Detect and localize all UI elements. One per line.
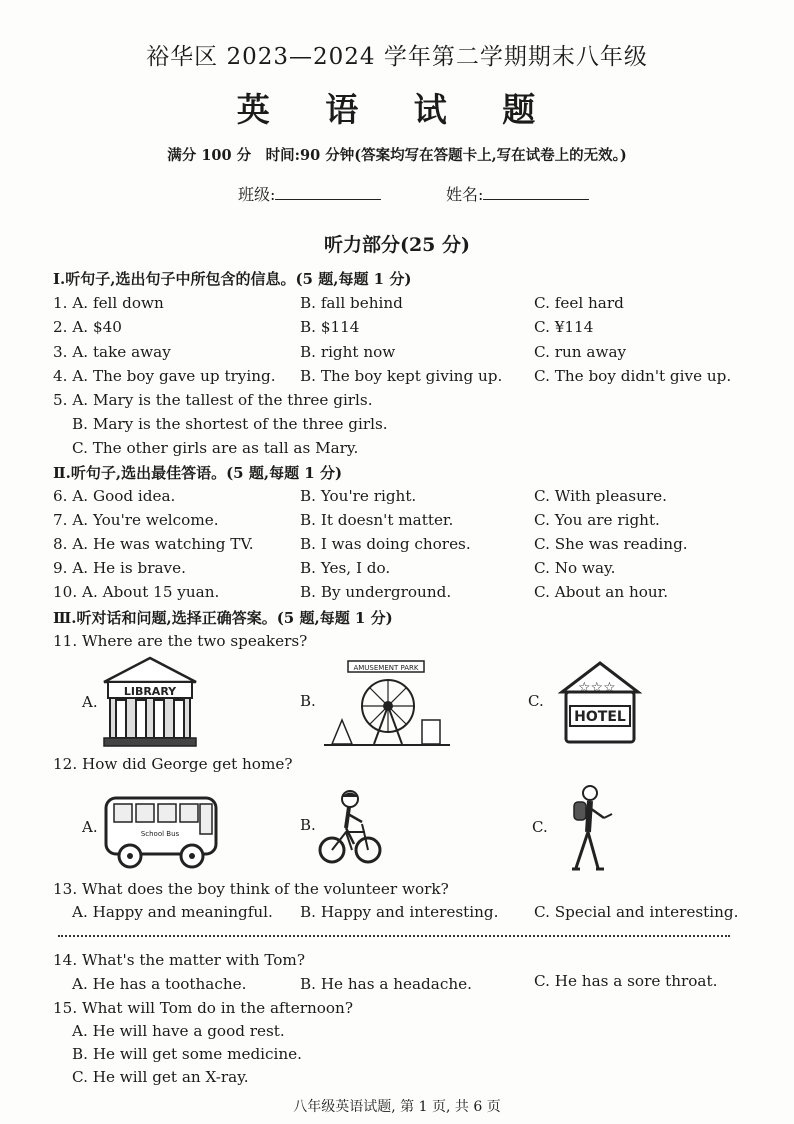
- q4-option-b: B. The boy kept giving up.: [300, 367, 503, 385]
- q13-option-b: B. Happy and interesting.: [300, 903, 499, 921]
- q9-option-b: B. Yes, I do.: [300, 559, 391, 577]
- q11-question: 11. Where are the two speakers?: [53, 632, 308, 650]
- q5-option-c: C. The other girls are as tall as Mary.: [72, 439, 359, 457]
- q6-option-a: 6. A. Good idea.: [53, 487, 176, 505]
- q14-option-a: A. He has a toothache.: [72, 975, 247, 993]
- exam-header-title: 裕华区 2023—2024 学年第二学期期末八年级: [146, 44, 648, 70]
- name-field: [446, 182, 589, 205]
- q15-option-c: C. He will get an X-ray.: [72, 1068, 249, 1086]
- q10-option-c: C. About an hour.: [534, 583, 669, 601]
- page-footer: 八年级英语试题, 第 1 页, 共 6 页: [293, 1099, 501, 1115]
- library-sign: LIBRARY: [123, 685, 177, 698]
- q12-question: 12. How did George get home?: [53, 755, 293, 773]
- q9-option-a: 9. A. He is brave.: [53, 559, 186, 577]
- q13-question: 13. What does the boy think of the volunteer work?: [53, 880, 449, 898]
- q4-option-a: 4. A. The boy gave up trying.: [53, 367, 276, 385]
- hotel-stars-icon: ☆☆☆: [578, 680, 616, 696]
- q1-option-a: 1. A. fell down: [53, 294, 164, 312]
- exam-info: 满分 100 分 时间:90 分钟(答案均写在答题卡上,写在试卷上的无效。): [167, 147, 627, 164]
- listening-part-title: 听力部分(25 分): [323, 234, 471, 256]
- q12-label-a: A.: [82, 818, 98, 836]
- q7-option-b: B. It doesn't matter.: [300, 511, 454, 529]
- q5-option-a: 5. A. Mary is the tallest of the three girls.: [53, 391, 373, 409]
- q2-option-c: C. ¥114: [534, 318, 594, 336]
- class-blank: [275, 185, 381, 200]
- q11-label-c: C.: [528, 692, 544, 710]
- name-label: 姓名:: [446, 185, 484, 204]
- q8-option-b: B. I was doing chores.: [300, 535, 471, 553]
- q3-option-c: C. run away: [534, 343, 627, 361]
- q7-option-a: 7. A. You're welcome.: [53, 511, 219, 529]
- bus-sign: School Bus: [140, 830, 180, 838]
- q14-option-b: B. He has a headache.: [300, 975, 472, 993]
- q5-option-b: B. Mary is the shortest of the three girls.: [72, 415, 388, 433]
- q8-option-a: 8. A. He was watching TV.: [53, 535, 254, 553]
- q1-option-c: C. feel hard: [534, 294, 624, 312]
- q9-option-c: C. No way.: [534, 559, 616, 577]
- q6-option-c: C. With pleasure.: [534, 487, 667, 505]
- q4-option-c: C. The boy didn't give up.: [534, 367, 732, 385]
- q8-option-c: C. She was reading.: [534, 535, 688, 553]
- q3-option-a: 3. A. take away: [53, 343, 171, 361]
- class-field: [238, 182, 381, 205]
- q2-option-b: B. $114: [300, 318, 360, 336]
- q13-option-a: A. Happy and meaningful.: [72, 903, 273, 921]
- bicycle-picture: [318, 788, 382, 866]
- q15-question: 15. What will Tom do in the afternoon?: [53, 999, 353, 1017]
- q1-option-b: B. fall behind: [300, 294, 403, 312]
- section-2-title: Ⅱ.听句子,选出最佳答语。(5 题,每题 1 分): [53, 464, 343, 482]
- q14-question: 14. What's the matter with Tom?: [53, 951, 305, 969]
- school-bus-picture: [102, 792, 220, 870]
- q3-option-b: B. right now: [300, 343, 396, 361]
- q7-option-c: C. You are right.: [534, 511, 660, 529]
- hotel-sign: HOTEL: [574, 709, 626, 725]
- name-blank: [483, 185, 589, 200]
- amusement-park-picture: [322, 658, 452, 750]
- subject-title: 英 语 试 题: [236, 90, 558, 129]
- q10-option-b: B. By underground.: [300, 583, 452, 601]
- q2-option-a: 2. A. $40: [53, 318, 122, 336]
- q15-option-a: A. He will have a good rest.: [72, 1022, 285, 1040]
- section-1-title: Ⅰ.听句子,选出句子中所包含的信息。(5 题,每题 1 分): [53, 270, 412, 288]
- q6-option-b: B. You're right.: [300, 487, 417, 505]
- q11-label-a: A.: [82, 693, 98, 711]
- q13-option-c: C. Special and interesting.: [534, 903, 739, 921]
- q10-option-a: 10. A. About 15 yuan.: [53, 583, 220, 601]
- library-picture: [102, 656, 198, 748]
- q11-label-b: B.: [300, 692, 316, 710]
- q12-label-b: B.: [300, 816, 316, 834]
- q14-option-c: C. He has a sore throat.: [534, 972, 718, 990]
- q15-option-b: B. He will get some medicine.: [72, 1045, 303, 1063]
- class-label: 班级:: [238, 185, 276, 204]
- section-3-title: Ⅲ.听对话和问题,选择正确答案。(5 题,每题 1 分): [53, 609, 393, 627]
- park-sign: AMUSEMENT PARK: [353, 664, 419, 672]
- q12-label-c: C.: [532, 818, 548, 836]
- walking-person-picture: [560, 784, 620, 874]
- hotel-picture: [558, 660, 642, 746]
- dotted-divider: [58, 935, 730, 937]
